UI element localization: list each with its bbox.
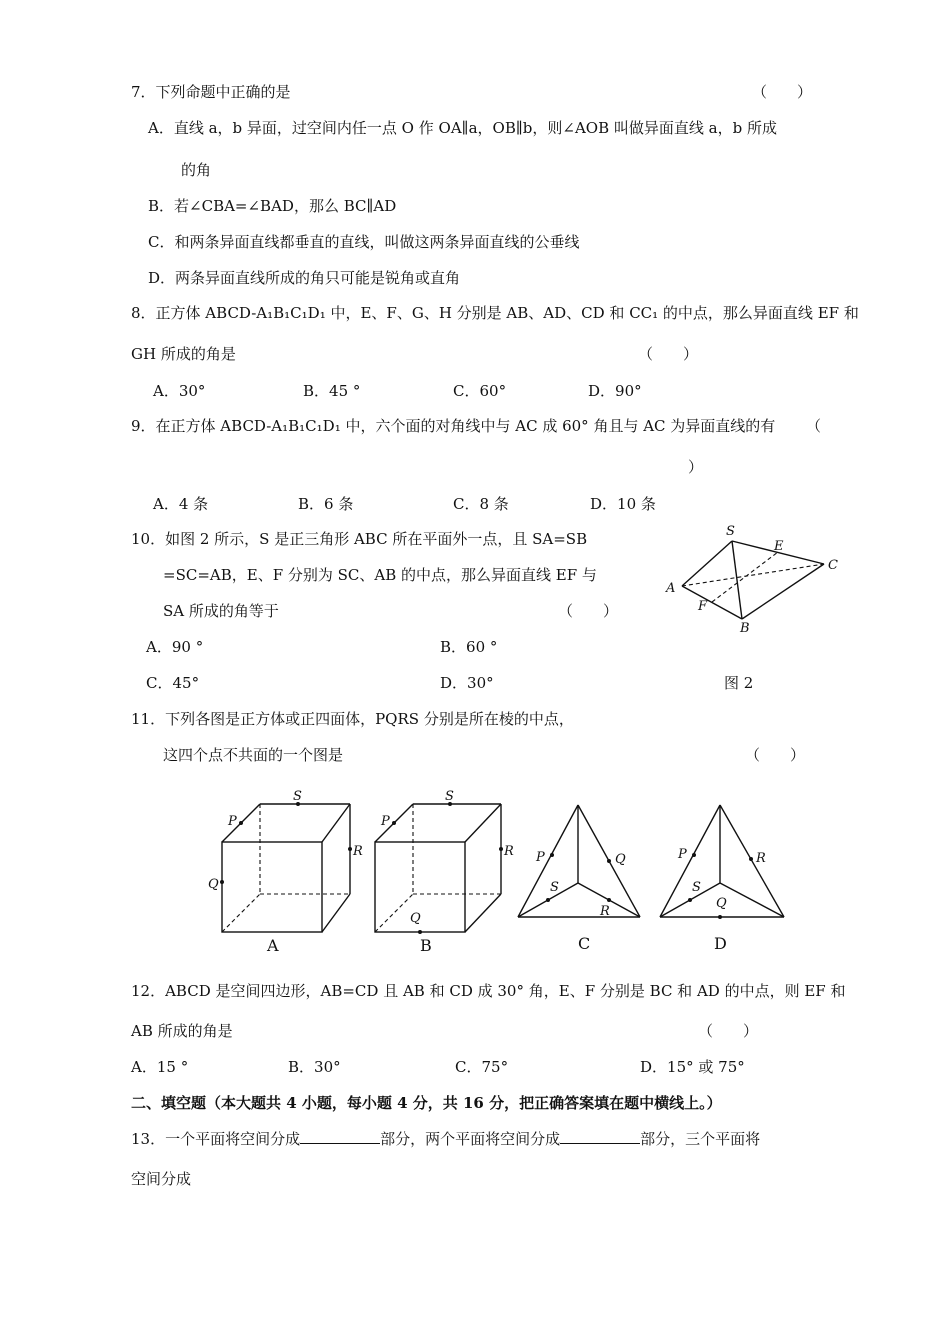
- label-p: P: [678, 847, 687, 862]
- label-r: R: [600, 904, 610, 919]
- q8-stem-line1: 8．正方体 ABCD-A₁B₁C₁D₁ 中，E、F、G、H 分别是 AB、AD、CD 和 CC₁ 的中点，那么异面直线 EF 和: [131, 304, 859, 322]
- q13-blank-2[interactable]: [560, 1129, 640, 1144]
- figure-caption-d: D: [714, 934, 727, 953]
- q7-option-c: C．和两条异面直线都垂直的直线，叫做这两条异面直线的公垂线: [148, 233, 580, 251]
- figure-tetrahedron-c: [510, 795, 650, 925]
- figure-tetrahedron-d: [652, 795, 797, 925]
- label-q: Q: [615, 852, 626, 867]
- label-r: R: [504, 844, 514, 859]
- label-r: R: [756, 851, 766, 866]
- q12-option-a: A．15 °: [131, 1058, 189, 1076]
- q12-option-b: B．30°: [288, 1058, 341, 1076]
- q8-answer-paren: （ ）: [638, 345, 699, 363]
- q7-option-d: D．两条异面直线所成的角只可能是锐角或直角: [148, 269, 461, 287]
- q10-answer-paren: （ ）: [558, 602, 619, 620]
- q13-part3: 部分，三个平面将: [640, 1130, 761, 1148]
- q10-option-a: A．90 °: [146, 638, 204, 656]
- label-r: R: [353, 844, 363, 859]
- q12-stem-line2: AB 所成的角是: [131, 1022, 233, 1040]
- label-f: F: [698, 599, 708, 614]
- q12-option-d: D．15° 或 75°: [640, 1058, 745, 1076]
- q13-part2: 部分，两个平面将空间分成: [380, 1130, 561, 1148]
- q7-option-b: B．若∠CBA=∠BAD，那么 BC∥AD: [148, 197, 397, 215]
- q9-paren-open: （: [806, 417, 822, 435]
- q13-blank-1[interactable]: [300, 1129, 380, 1144]
- q12-option-c: C．75°: [455, 1058, 509, 1076]
- q9-stem: 9．在正方体 ABCD-A₁B₁C₁D₁ 中，六个面的对角线中与 AC 成 60° 角且与 AC 为异面直线的有: [131, 417, 776, 435]
- label-s: S: [550, 880, 559, 895]
- q7-option-a: A．直线 a，b 异面，过空间内任一点 O 作 OA∥a，OB∥b，则∠AOB 叫做异面直线 a，b 所成: [148, 119, 777, 137]
- label-e: E: [774, 539, 784, 554]
- q13-stem-line2: 空间分成: [131, 1170, 192, 1188]
- q10-option-d: D．30°: [440, 674, 494, 692]
- q8-option-d: D．90°: [588, 382, 642, 400]
- q8-stem-line2: GH 所成的角是: [131, 345, 236, 363]
- q7-option-a-cont: 的角: [181, 161, 212, 179]
- q10-stem-line2: =SC=AB，E、F 分别为 SC、AB 的中点，那么异面直线 EF 与: [163, 566, 597, 584]
- q13-part1: 13．一个平面将空间分成: [131, 1130, 301, 1148]
- q13-stem-line1: [131, 1129, 760, 1149]
- segment-ef: [712, 552, 778, 602]
- q8-option-a: A．30°: [153, 382, 206, 400]
- q11-stem-line1: 11．下列各图是正方体或正四面体，PQRS 分别是所在棱的中点，: [131, 710, 574, 728]
- section2-heading: 二、填空题（本大题共 4 小题，每小题 4 分，共 16 分，把正确答案填在题中横线上。）: [131, 1094, 722, 1112]
- q10-option-b: B．60 °: [440, 638, 498, 656]
- q8-option-c: C．60°: [453, 382, 507, 400]
- q7-answer-paren: （ ）: [752, 83, 813, 101]
- label-s: S: [293, 789, 302, 804]
- figure2-tetrahedron: [660, 522, 850, 636]
- q10-stem-line3: SA 所成的角等于: [163, 602, 279, 620]
- label-q: Q: [208, 877, 219, 892]
- q9-option-b: B．6 条: [298, 495, 354, 513]
- q9-paren-close: ）: [688, 458, 704, 476]
- label-b: B: [740, 621, 750, 636]
- q10-option-c: C．45°: [146, 674, 200, 692]
- label-s: S: [692, 880, 701, 895]
- figure-caption-a: A: [267, 936, 279, 955]
- label-p: P: [228, 814, 237, 829]
- figure-caption-c: C: [578, 934, 591, 953]
- label-q: Q: [716, 896, 727, 911]
- q11-stem-line2: 这四个点不共面的一个图是: [163, 746, 344, 764]
- edge-ab: [682, 586, 742, 619]
- q9-option-d: D．10 条: [590, 495, 656, 513]
- label-p: P: [536, 850, 545, 865]
- label-a: A: [666, 581, 676, 596]
- q8-option-b: B．45 °: [303, 382, 361, 400]
- cube-front-face: [222, 842, 322, 932]
- label-s: S: [726, 524, 735, 539]
- label-p: P: [381, 814, 390, 829]
- figure2-caption: 图 2: [724, 674, 754, 692]
- figure-cube-a: [200, 785, 363, 955]
- q7-stem: 7．下列命题中正确的是: [131, 83, 291, 101]
- figure-caption-b: B: [420, 936, 432, 955]
- edge-cb: [742, 564, 824, 619]
- q12-stem-line1: 12．ABCD 是空间四边形，AB=CD 且 AB 和 CD 成 30° 角，E、F 分别是 BC 和 AD 的中点，则 EF 和: [131, 982, 846, 1000]
- q11-answer-paren: （ ）: [745, 746, 806, 764]
- label-s: S: [445, 789, 454, 804]
- q9-option-c: C．8 条: [453, 495, 509, 513]
- label-q: Q: [410, 911, 421, 926]
- label-c: C: [828, 558, 838, 573]
- q10-stem-line1: 10．如图 2 所示，S 是正三角形 ABC 所在平面外一点，且 SA=SB: [131, 530, 588, 548]
- q12-answer-paren: （ ）: [698, 1022, 759, 1040]
- figure-cube-b: [353, 785, 523, 955]
- q9-option-a: A．4 条: [153, 495, 209, 513]
